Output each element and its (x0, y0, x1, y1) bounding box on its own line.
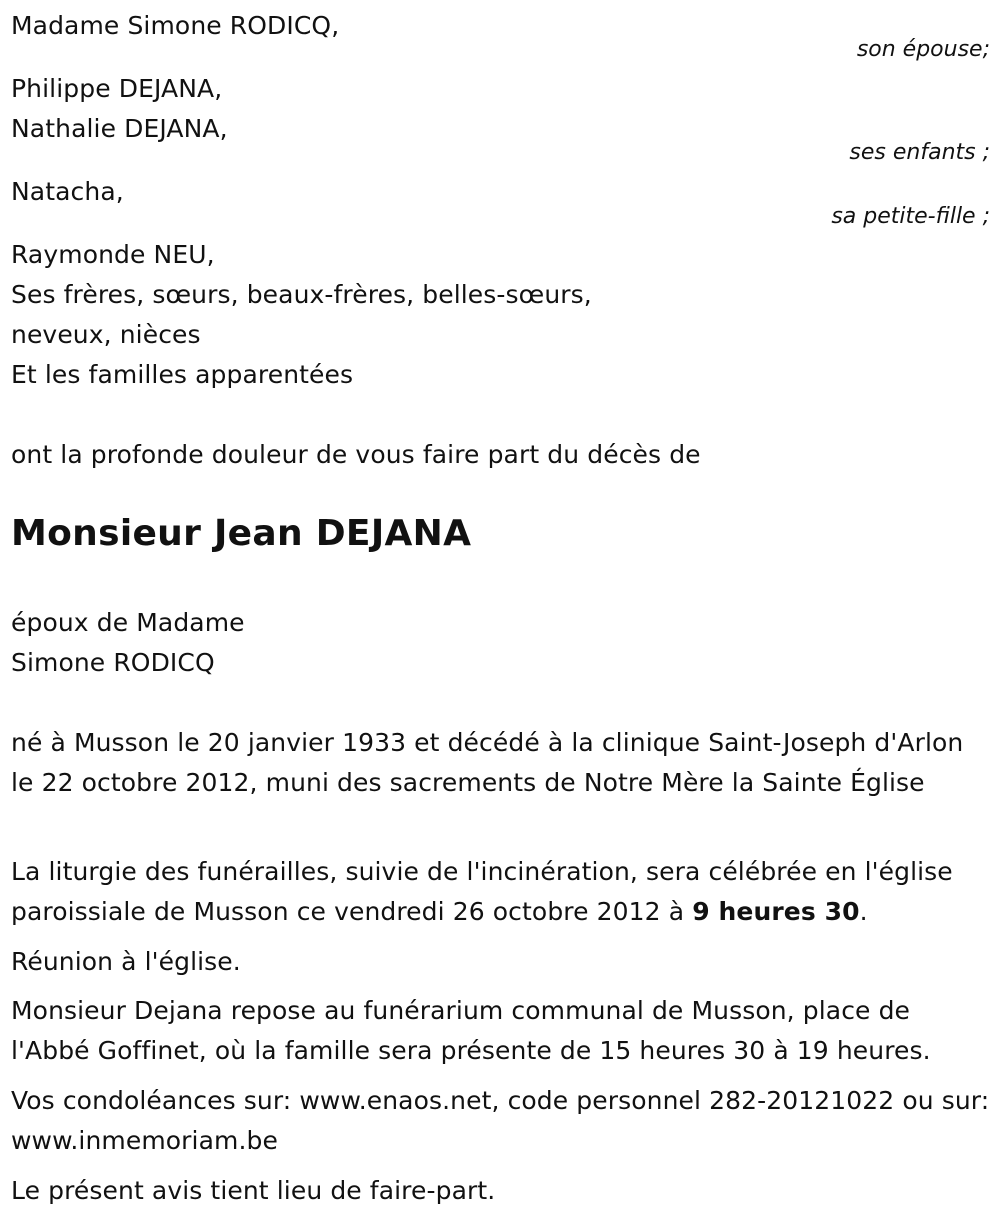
liturgy-end: . (859, 897, 868, 926)
child-name-1: Philippe DEJANA, (11, 74, 223, 103)
spouse-of-line-2: Simone RODICQ (11, 648, 215, 677)
relative-3: neveux, nièces (11, 320, 201, 349)
relative-2: Ses frères, sœurs, beaux-frères, belles-sœurs, (11, 280, 592, 309)
child-name-2: Nathalie DEJANA, (11, 114, 228, 143)
rest-place-paragraph: Monsieur Dejana repose au funérarium communal de Musson, place de l'Abbé Goffinet, où la famille sera présente de 15 heures 30 à 19 heures. (11, 996, 931, 1065)
spouse-name: Madame Simone RODICQ, (11, 11, 340, 40)
children-role: ses enfants ; (849, 140, 990, 165)
birth-death-paragraph: né à Musson le 20 janvier 1933 et décédé à la clinique Saint-Joseph d'Arlon le 22 octobre 2012, muni des sacrements de Notre Mère la Sainte Église (11, 728, 964, 797)
spouse-of-line-1: époux de Madame (11, 608, 245, 637)
announcement-intro: ont la profonde douleur de vous faire part du décès de (11, 440, 701, 469)
deceased-name: Monsieur Jean DEJANA (11, 513, 472, 554)
liturgy-time: 9 heures 30 (692, 897, 860, 926)
closing-paragraph: Le présent avis tient lieu de faire-part. (11, 1176, 496, 1205)
relative-4: Et les familles apparentées (11, 360, 354, 389)
granddaughter-name: Natacha, (11, 177, 124, 206)
spouse-role: son épouse; (856, 37, 990, 62)
condolences-paragraph: Vos condoléances sur: www.enaos.net, code personnel 282-20121022 ou sur: www.inmemoriam.be (11, 1086, 990, 1155)
granddaughter-role: sa petite-fille ; (831, 204, 990, 229)
liturgy-text: La liturgie des funérailles, suivie de l'incinération, sera célébrée en l'église paroissiale de Musson ce vendredi 26 octobre 2012 à (11, 857, 953, 926)
relative-1: Raymonde NEU, (11, 240, 215, 269)
meeting-paragraph: Réunion à l'église. (11, 947, 241, 976)
liturgy-paragraph (11, 852, 991, 932)
